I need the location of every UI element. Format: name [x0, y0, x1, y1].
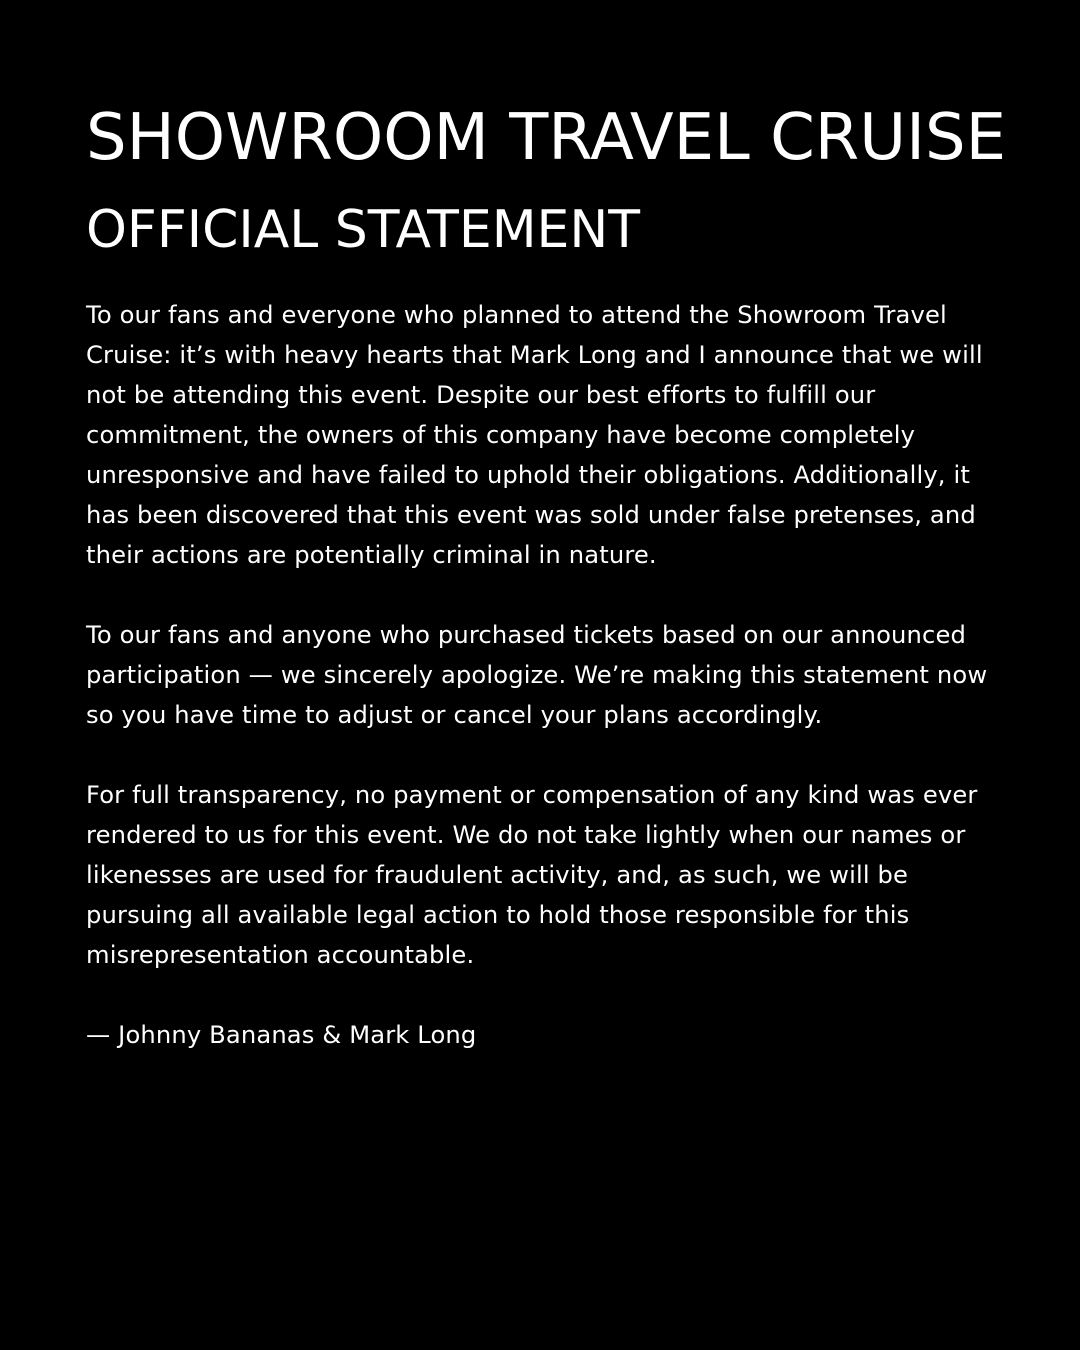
statement-paragraph-2: To our fans and anyone who purchased tickets based on our announced participation — we sincerely apologize. We’re making this statement now so you have time to adjust or cancel your plans accordingly. — [86, 621, 988, 730]
page-title: SHOWROOM TRAVEL CRUISE — [86, 101, 1006, 175]
signature: — Johnny Bananas & Mark Long — [86, 1021, 477, 1050]
page-subtitle: OFFICIAL STATEMENT — [86, 199, 641, 260]
statement-paragraph-3: For full transparency, no payment or compensation of any kind was ever rendered to us for this event. We do not take lightly when our names or likenesses are used for fraudulent activity, and, as such, we will be pursuing all available legal action to hold those responsible for this misrepresentation accountable. — [86, 781, 978, 970]
official-statement — [86, 100, 1006, 1079]
statement-paragraph-1: To our fans and everyone who planned to attend the Showroom Travel Cruise: it’s with heavy hearts that Mark Long and I announce that we will not be attending this event. Despite our best efforts to fulfill our commitment, the owners of this company have become completely unresponsive and have failed to uphold their obligations. Additionally, it has been discovered that this event was sold under false pretenses, and their actions are potentially criminal in nature. — [86, 301, 983, 570]
